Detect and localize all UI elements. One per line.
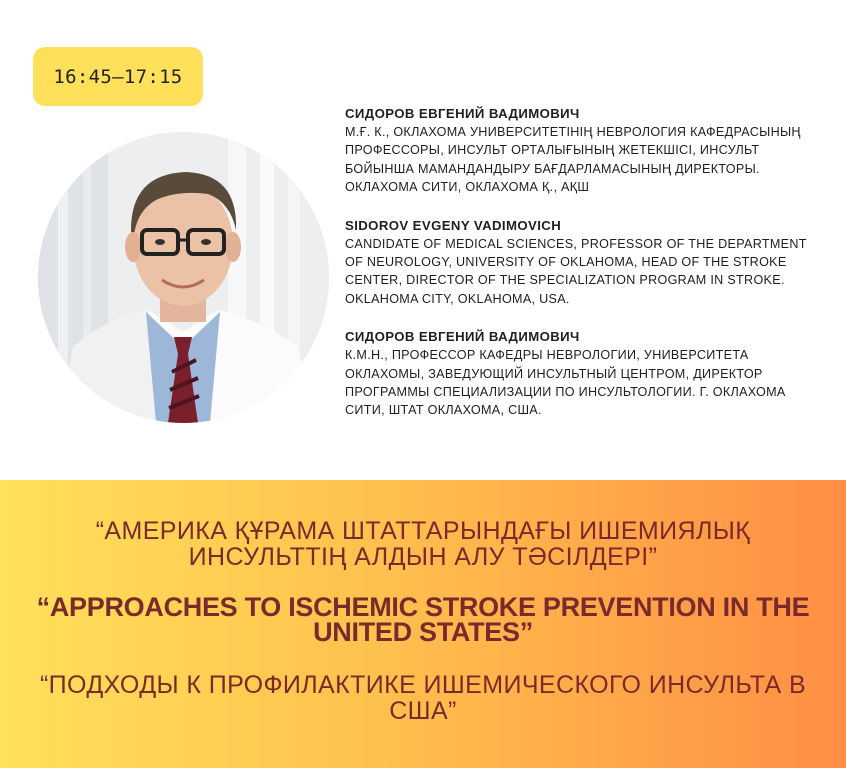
talk-title-kazakh: “АМЕРИКА ҚҰРАМА ШТАТТАРЫНДАҒЫ ИШЕМИЯЛЫҚ ИНСУЛЬТТІҢ АЛДЫН АЛУ ТӘСІЛДЕРІ”: [95, 517, 751, 571]
bio-kazakh: [345, 104, 820, 197]
speaker-bio-ru: К.М.Н., ПРОФЕССОР КАФЕДРЫ НЕВРОЛОГИИ, УНИВЕРСИТЕТА ОКЛАХОМЫ, ЗАВЕДУЮЩИЙ ИНСУЛЬТНЫЙ ЦЕНТРОМ, ДИРЕКТОР ПРОГРАММЫ СПЕЦИАЛИЗАЦИИ ПО ИНСУЛЬТОЛОГИИ. Г. ОКЛАХОМА СИТИ, ШТАТ ОКЛАХОМА, США.: [345, 348, 786, 418]
speaker-name-kk: СИДОРОВ ЕВГЕНИЙ ВАДИМОВИЧ: [345, 106, 580, 121]
speaker-name-ru: СИДОРОВ ЕВГЕНИЙ ВАДИМОВИЧ: [345, 329, 580, 345]
speaker-name-en: SIDOROV EVGENY VADIMOVICH: [345, 217, 562, 233]
speaker-bio-kk: М.Ғ. К., ОКЛАХОМА УНИВЕРСИТЕТІНІҢ НЕВРОЛОГИЯ КАФЕДРАСЫНЫҢ ПРОФЕССОРЫ, ИНСУЛЬТ ОРТАЛЫҒЫНЫҢ ЖЕТЕКШІСІ, ИНСУЛЬТ БОЙЫНША МАМАНДАНДЫРУ БАҒДАРЛАМАСЫНЫҢ ДИРЕКТОРЫ. ОКЛАХОМА СИТИ, ОКЛАХОМА Қ., АҚШ: [345, 125, 801, 195]
session-time: 16:45–17:15: [53, 65, 183, 88]
speaker-photo: [38, 132, 329, 423]
speaker-portrait-illustration: [38, 132, 329, 423]
bio-russian: [345, 327, 820, 420]
talk-title-russian: “ПОДХОДЫ К ПРОФИЛАКТИКЕ ИШЕМИЧЕСКОГО ИНСУЛЬТА В США”: [39, 671, 807, 725]
talk-title-banner: [0, 480, 846, 768]
talk-title-english: “APPROACHES TO ISCHEMIC STROKE PREVENTION IN THE UNITED STATES”: [36, 592, 810, 647]
speaker-bio-column: [345, 104, 820, 439]
session-time-badge: [33, 47, 203, 106]
speaker-bio-en: CANDIDATE OF MEDICAL SCIENCES, PROFESSOR OF THE DEPARTMENT OF NEUROLOGY, UNIVERSITY OF OKLAHOMA, HEAD OF THE STROKE CENTER, DIRECTOR OF THE SPECIALIZATION PROGRAM IN STROKE. OKLAHOMA CITY, OKLAHOMA, USA.: [345, 236, 807, 306]
bio-english: [345, 216, 820, 309]
